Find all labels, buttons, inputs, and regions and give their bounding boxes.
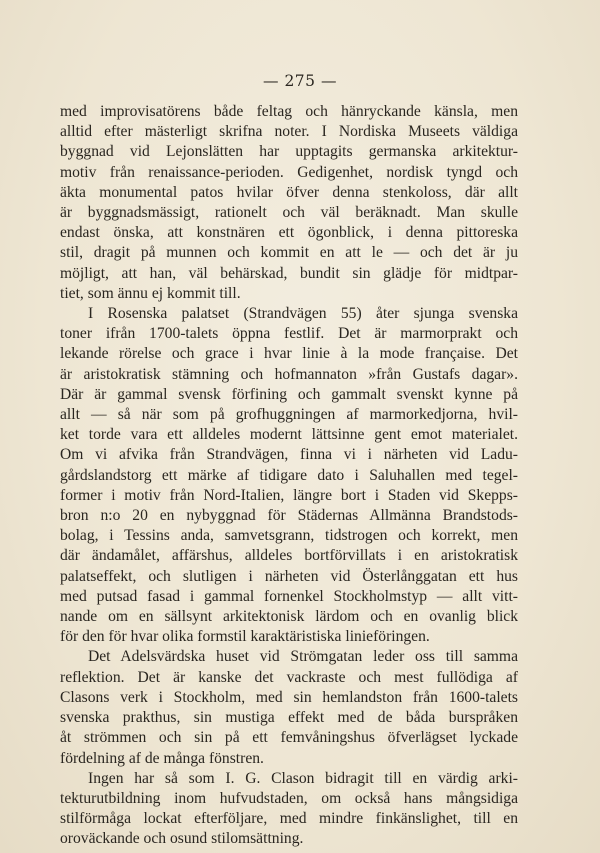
text-line: alltid efter mästerligt skrifna noter. I Nordiska Museets väldiga [60, 123, 518, 141]
text-line: med improvisatörens både feltag och hänryckande känsla, men [60, 103, 518, 120]
text-line: stilförmåga lockat efterföljare, med mindre finkänslighet, till en [60, 810, 518, 828]
paragraph [60, 769, 518, 850]
text-line: med putsad fasad i gammal fornenkel Stockholmstyp — allt vitt- [60, 587, 518, 605]
text-line: palatseffekt, och slutligen i närheten vid Österlånggatan ett hus [60, 567, 518, 585]
text-line: byggnad vid Lejonslätten har upptagits germanska arkitektur- [60, 143, 518, 161]
body-text [60, 102, 518, 850]
text-line: ket torde vara ett alldeles modernt lättsinne gent emot materialet. [60, 426, 518, 444]
text-line: där ändamålet, affärshus, alldeles bortförvillats i en aristokratisk [60, 547, 518, 565]
text-line: toner ifrån 1700-talets öppna festlif. Det är marmorprakt och [60, 325, 518, 343]
text-line: för den för hvar olika formstil karaktäristiska linieföringen. [60, 628, 430, 646]
text-line: Det Adelsvärdska huset vid Strömgatan leder oss till samma [88, 648, 518, 666]
text-line: äkta monumental patos hvilar öfver denna stenkoloss, där allt [60, 183, 518, 201]
text-line: allt — så när som på grofhuggningen af marmorkedjorna, hvil- [60, 406, 518, 424]
text-line: möjligt, att han, väl behärskad, bundit sin glädje för midtpar- [60, 264, 518, 282]
text-line: tiet, som ännu ej kommit till. [60, 284, 241, 302]
text-line: tekturutbildning inom hufvudstaden, om också hans mångsidiga [60, 789, 518, 807]
paragraph [60, 102, 518, 304]
text-line: motiv från renaissance-perioden. Gedigenhet, nordisk tyngd och [60, 163, 518, 181]
paragraph [60, 647, 518, 768]
text-line: endast önska, att konstnären ett ögonblick, i denna pittoreska [60, 224, 518, 242]
text-line: I Rosenska palatset (Strandvägen 55) åter sjunga svenska [88, 305, 518, 323]
text-line: Ingen har så som I. G. Clason bidragit till en värdig arki- [88, 769, 518, 787]
text-line: är aristokratisk stämning och hofmannaton »från Gustafs dagar». [60, 365, 518, 383]
text-line: former i motiv från Nord-Italien, längre bort i Staden vid Skepps- [60, 486, 518, 504]
text-line: åt strömmen och sin på ett femvåningshus öfverlägset lyckade [60, 729, 518, 747]
text-line: bolag, i Tessins anda, samvetsgrann, tidstrogen och korrekt, men [60, 527, 518, 545]
text-line: svenska prakthus, sin mustiga effekt med de båda burspråken [60, 709, 518, 727]
text-line: stil, dragit på munnen och kommit en att le — och det är ju [60, 244, 518, 262]
text-line: Om vi afvika från Strandvägen, finna vi i närheten vid Ladu- [60, 446, 518, 464]
text-line: nande om en sällsynt arkitektonisk lärdom och en ovanlig blick [60, 608, 518, 626]
text-line: är byggnadsmässigt, rationelt och väl beräknadt. Man skulle [60, 204, 518, 222]
text-line: fördelning af de många fönstren. [60, 749, 264, 767]
text-line: oroväckande och osund stilomsättning. [60, 830, 304, 848]
text-line: lekande rörelse och grace i hvar linie à la mode française. Det [60, 345, 518, 363]
text-line: Clasons verk i Stockholm, med sin hemlandston från 1600-talets [60, 688, 518, 706]
text-line: bron n:o 20 en nybyggnad för Städernas Allmänna Brandstods- [60, 507, 518, 525]
text-line: gårdslandstorg ett märke af tidigare dato i Saluhallen med tegel- [60, 466, 518, 484]
paragraph [60, 304, 518, 647]
page-number: — 275 — [263, 72, 337, 90]
text-line: Där är gammal svensk förfining och gammalt svenskt kynne på [60, 385, 518, 403]
text-line: reflektion. Det är kanske det vackraste och mest fullödiga af [60, 668, 518, 686]
